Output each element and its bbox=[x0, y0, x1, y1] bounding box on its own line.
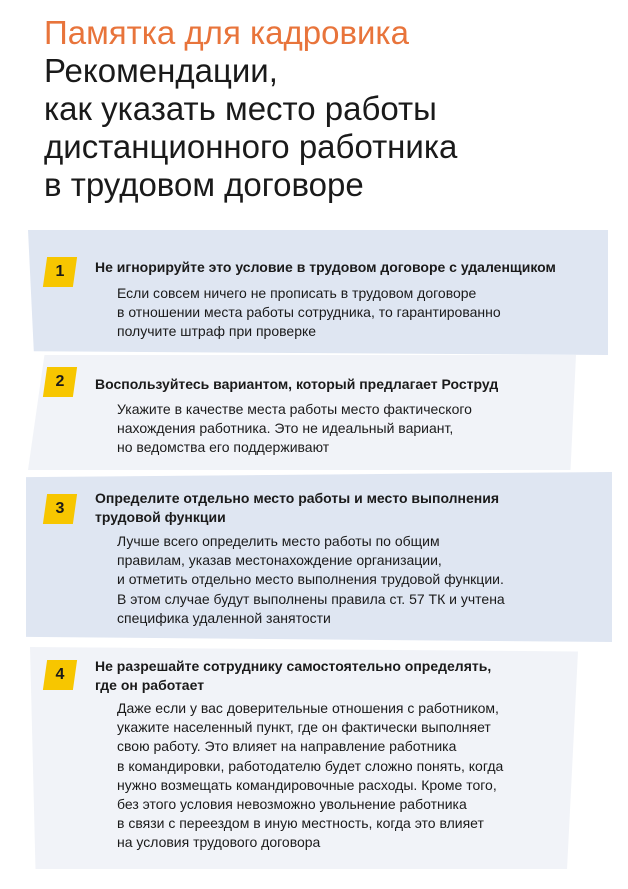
tip-card-3 bbox=[26, 472, 612, 642]
badge-number: 1 bbox=[55, 263, 65, 280]
text-line: Если совсем ничего не прописать в трудовом договоре bbox=[117, 285, 477, 301]
memo-kicker: Памятка для кадровика bbox=[44, 14, 409, 51]
title-line: в трудовом договоре bbox=[44, 166, 364, 203]
number-badge bbox=[43, 367, 77, 397]
heading-line: где он работает bbox=[95, 677, 205, 693]
tip-text bbox=[117, 532, 607, 628]
badge-number: 4 bbox=[55, 666, 65, 683]
text-line: В этом случае будут выполнены правила ст. 57 ТК и учтена bbox=[117, 590, 505, 607]
heading-line: Не разрешайте сотруднику самостоятельно определять, bbox=[95, 658, 492, 674]
text-line: но ведомства его поддерживают bbox=[117, 439, 330, 456]
text-line: Даже если у вас доверительные отношения с работником, bbox=[117, 700, 499, 716]
text-line: в связи с переездом в иную местность, когда это влияет bbox=[117, 815, 484, 832]
text-line: на условия трудового договора bbox=[117, 834, 321, 851]
text-line: нахождения работника. Это не идеальный вариант, bbox=[117, 420, 454, 437]
text-line: получите штраф при проверке bbox=[117, 323, 317, 340]
tip-card-2 bbox=[28, 355, 576, 470]
page-title bbox=[44, 52, 614, 204]
number-badge bbox=[43, 494, 77, 524]
text-line: нужно возмещать командировочные расходы. Кроме того, bbox=[117, 776, 497, 793]
tip-text bbox=[117, 699, 575, 853]
tip-heading bbox=[95, 489, 605, 527]
tip-heading bbox=[95, 375, 570, 394]
tip-text bbox=[117, 400, 567, 458]
heading-line: Определите отдельно место работы и место выполнения bbox=[95, 490, 500, 506]
text-line: свою работу. Это влияет на направление работника bbox=[117, 738, 457, 755]
tip-heading bbox=[95, 258, 605, 277]
text-line: и отметить отдельно место выполнения трудовой функции. bbox=[117, 571, 504, 588]
text-line: специфика удаленной занятости bbox=[117, 609, 331, 626]
text-line: Укажите в качестве места работы место фактического bbox=[117, 401, 472, 417]
title-line: дистанционного работника bbox=[44, 128, 458, 165]
badge-number: 3 bbox=[55, 500, 65, 517]
number-badge bbox=[43, 257, 77, 287]
header bbox=[44, 14, 614, 204]
text-line: без этого условия невозможно увольнение работника bbox=[117, 796, 467, 813]
text-line: в командировки, работодателю будет сложно понять, когда bbox=[117, 757, 504, 774]
tip-card-4 bbox=[30, 647, 578, 869]
text-line: в отношении места работы сотрудника, то гарантированно bbox=[117, 304, 501, 321]
tip-text bbox=[117, 284, 602, 342]
text-line: правилам, указав местонахождение организации, bbox=[117, 552, 442, 569]
tip-heading bbox=[95, 657, 575, 695]
heading-line: трудовой функции bbox=[95, 509, 226, 525]
title-line: как указать место работы bbox=[44, 90, 437, 127]
number-badge bbox=[43, 660, 77, 690]
heading-line: Не игнорируйте это условие в трудовом договоре с удаленщиком bbox=[95, 259, 556, 275]
heading-line: Воспользуйтесь вариантом, который предлагает Роструд bbox=[95, 376, 499, 392]
tip-card-1 bbox=[28, 230, 608, 355]
title-line: Рекомендации, bbox=[44, 52, 278, 89]
badge-number: 2 bbox=[55, 373, 65, 390]
text-line: укажите населенный пункт, где он фактически выполняет bbox=[117, 719, 491, 736]
text-line: Лучше всего определить место работы по общим bbox=[117, 533, 440, 549]
